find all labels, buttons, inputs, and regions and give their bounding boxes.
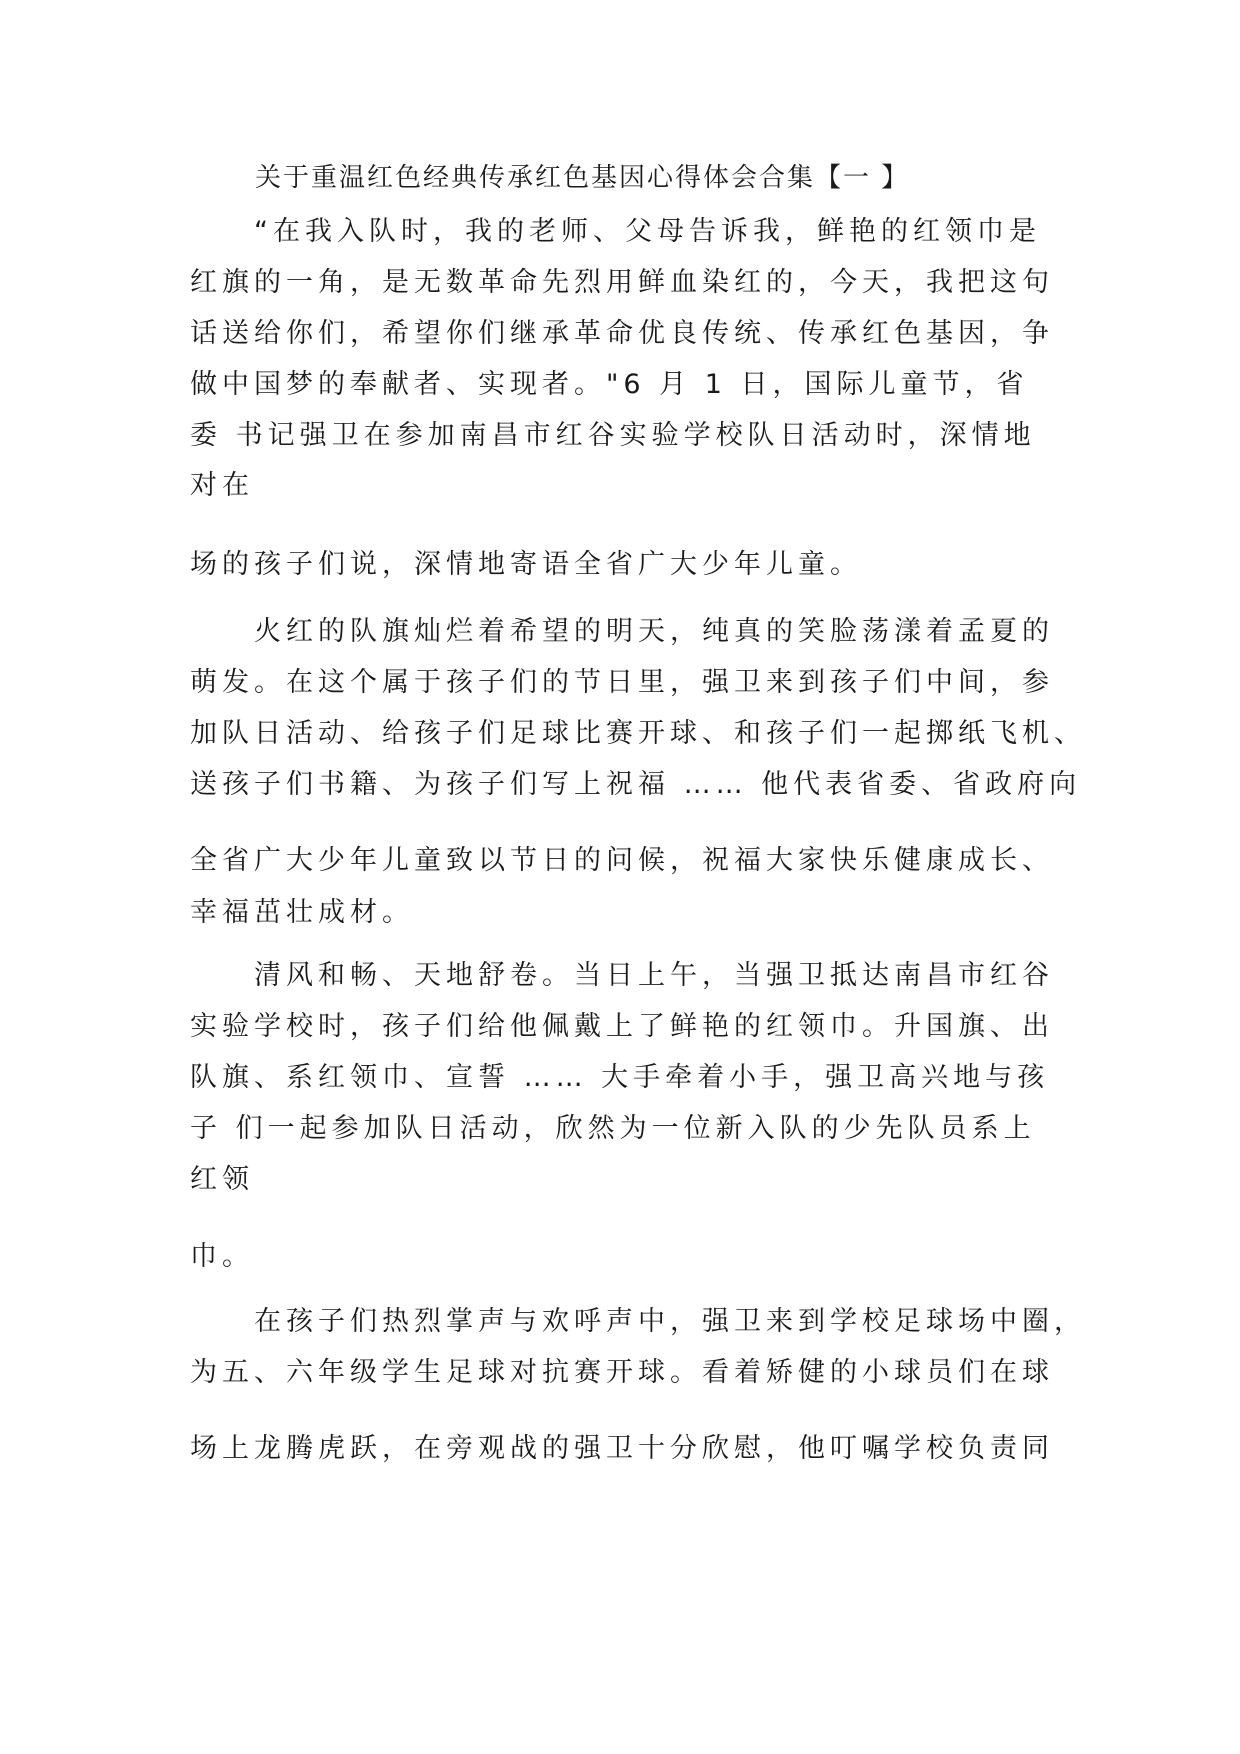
text-line: 萌发。在这个属于孩子们的节日里，强卫来到孩子们中间，参 (190, 667, 1054, 698)
text-line: 幸福茁壮成材。 (190, 897, 414, 928)
text-line: 为五、六年级学生足球对抗赛开球。看着矫健的小球员们在球 (190, 1357, 1054, 1388)
text-line: 送孩子们书籍、为孩子们写上祝福 …… 他代表省委、省政府向 (190, 769, 1082, 800)
text-line: 清风和畅、天地舒卷。当日上午，当强卫抵达南昌市红谷 (190, 960, 1054, 991)
text-line: 巾。 (190, 1241, 254, 1272)
text-line: 话送给你们，希望你们继承革命优良传统、传承红色基因，争 (190, 318, 1054, 349)
text-line: 队旗、系红领巾、宣誓 …… 大手牵着小手，强卫高兴地与孩 (190, 1062, 1050, 1093)
text-line: 子 们一起参加队日活动，欣然为一位新入队的少先队员系上 (190, 1113, 1036, 1144)
text-line: 火红的队旗灿烂着希望的明天，纯真的笑脸荡漾着孟夏的 (190, 616, 1054, 647)
text-line: 对在 (190, 470, 254, 501)
text-line: 委 书记强卫在参加南昌市红谷实验学校队日活动时，深情地 (190, 420, 1036, 451)
document-title: 关于重温红色经典传承红色基因心得体会合集【一 】 (255, 163, 910, 193)
text-line: 红旗的一角，是无数革命先烈用鲜血染红的，今天，我把这句 (190, 267, 1054, 298)
text-line: 全省广大少年儿童致以节日的问候，祝福大家快乐健康成长、 (190, 845, 1054, 876)
text-line: 做中国梦的奉献者、实现者。"6 月 1 日，国际儿童节，省 (190, 369, 1029, 400)
text-line: 在孩子们热烈掌声与欢呼声中，强卫来到学校足球场中圈， (190, 1306, 1086, 1337)
text-line: 场上龙腾虎跃，在旁观战的强卫十分欣慰，他叮嘱学校负责同 (190, 1433, 1054, 1464)
text-line: “在我入队时，我的老师、父母告诉我，鲜艳的红领巾是 (190, 216, 1041, 247)
text-line: 场的孩子们说，深情地寄语全省广大少年儿童。 (190, 549, 862, 580)
text-line: 加队日活动、给孩子们足球比赛开球、和孩子们一起掷纸飞机、 (190, 718, 1086, 749)
text-line: 实验学校时，孩子们给他佩戴上了鲜艳的红领巾。升国旗、出 (190, 1011, 1054, 1042)
text-line: 红领 (190, 1164, 254, 1195)
